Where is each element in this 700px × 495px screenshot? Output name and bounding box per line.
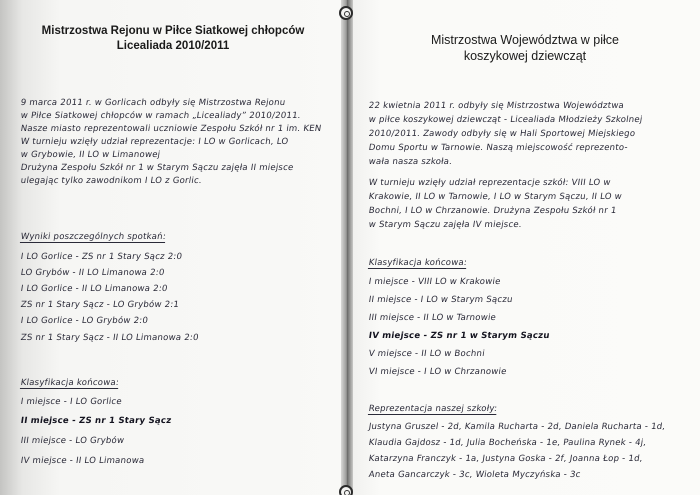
binding-gutter	[341, 0, 353, 495]
left-intro-line-5: w Grybowie, II LO w Limanowej	[20, 150, 161, 160]
left-result-row: ZS nr 1 Stary Sącz - LO Grybów 2:1	[20, 300, 180, 310]
left-intro-line-6: Drużyna Zespołu Szkół nr 1 w Starym Sączu zajęła II miejsce	[20, 163, 295, 173]
left-intro-line-1: 9 marca 2011 r. w Gorlicach odbyły się Mistrzostwa Rejonu	[20, 98, 287, 108]
right-team-heading: Reprezentacja naszej szkoły:	[368, 404, 498, 414]
left-intro-line-4: W turnieju wzięły udział reprezentacje: I LO w Gorlicach, LO	[20, 137, 289, 147]
right-ranking-heading: Klasyfikacja końcowa:	[368, 258, 468, 268]
binding-ring-icon	[339, 6, 353, 20]
left-ranking-row: IV miejsce - II LO Limanowa	[20, 456, 146, 466]
left-intro-line-3: Nasze miasto reprezentowali uczniowie Zespołu Szkół nr 1 im. KEN	[20, 124, 323, 134]
right-intro-line-2: w piłce koszykowej dziewcząt - Licealiada Młodzieży Szkolnej	[368, 115, 644, 125]
left-page-title	[0, 24, 346, 54]
right-page	[350, 0, 700, 495]
right-ranking-row: III miejsce - II LO w Tarnowie	[368, 313, 497, 323]
left-intro-line-7: ulegając tylko zawodnikom I LO z Gorlic.	[20, 176, 203, 186]
left-result-row: I LO Gorlice - II LO Limanowa 2:0	[20, 284, 169, 294]
left-result-row: I LO Gorlice - ZS nr 1 Stary Sącz 2:0	[20, 252, 183, 262]
right-intro-line-5: wała nasza szkoła.	[368, 157, 453, 167]
left-ranking-heading: Klasyfikacja końcowa:	[20, 378, 120, 388]
left-ranking-row: III miejsce - LO Grybów	[20, 436, 125, 446]
right-ranking-row: VI miejsce - I LO w Chrzanowie	[368, 367, 508, 377]
right-intro-line-8: Bochni, I LO w Chrzanowie. Drużyna Zespołu Szkół nr 1	[368, 206, 618, 216]
left-ranking-row: II miejsce - ZS nr 1 Stary Sącz	[20, 416, 173, 426]
right-ranking-row: V miejsce - II LO w Bochni	[368, 349, 486, 359]
right-team-line: Katarzyna Franczyk - 1a, Justyna Goska - 2f, Joanna Łop - 1d,	[368, 454, 644, 464]
left-results-heading: Wyniki poszczególnych spotkań:	[20, 232, 167, 242]
right-intro-line-1: 22 kwietnia 2011 r. odbyły się Mistrzostwa Województwa	[368, 101, 625, 111]
left-result-row: ZS nr 1 Stary Sącz - II LO Limanowa 2:0	[20, 333, 200, 343]
right-team-line: Klaudia Gajdosz - 1d, Julia Bocheńska - 1e, Paulina Rynek - 4j,	[368, 438, 647, 448]
right-ranking-row: IV miejsce - ZS nr 1 w Starym Sączu	[368, 331, 551, 341]
left-page	[0, 0, 346, 495]
right-intro-line-7: Krakowie, II LO w Tarnowie, I LO w Starym Sączu, II LO w	[368, 192, 623, 202]
right-intro-line-9: w Starym Sączu zajęła IV miejsce.	[368, 220, 523, 230]
left-result-row: LO Grybów - II LO Limanowa 2:0	[20, 268, 166, 278]
left-ranking-row: I miejsce - I LO Gorlice	[20, 397, 123, 407]
left-title-line-2: Licealiada 2010/2011	[116, 40, 230, 52]
left-result-row: I LO Gorlice - LO Grybów 2:0	[20, 316, 149, 326]
right-page-title	[350, 32, 700, 64]
left-title-line-1: Mistrzostwa Rejonu w Piłce Siatkowej chłopców	[41, 25, 305, 37]
left-intro-line-2: w Piłce Siatkowej chłopców w ramach „Licealiady” 2010/2011.	[20, 111, 302, 121]
right-title-line-1: Mistrzostwa Województwa w piłce	[430, 33, 620, 47]
binding-ring-icon	[339, 485, 353, 495]
right-title-line-2: koszykowej dziewcząt	[463, 49, 587, 63]
right-intro-line-6: W turnieju wzięły udział reprezentacje szkół: VIII LO w	[368, 178, 612, 188]
right-intro-line-3: 2010/2011. Zawody odbyły się w Hali Sportowej Miejskiego	[368, 129, 636, 139]
right-team-line: Aneta Gancarczyk - 3c, Wioleta Myczyńska - 3c	[368, 470, 582, 480]
right-team-line: Justyna Gruszel - 2d, Kamila Rucharta - 2d, Daniela Rucharta - 1d,	[368, 422, 666, 432]
right-intro-line-4: Domu Sportu w Tarnowie. Naszą miejscowość reprezento-	[368, 143, 629, 153]
right-ranking-row: II miejsce - I LO w Starym Sączu	[368, 295, 514, 305]
right-ranking-row: I miejsce - VIII LO w Krakowie	[368, 277, 502, 287]
